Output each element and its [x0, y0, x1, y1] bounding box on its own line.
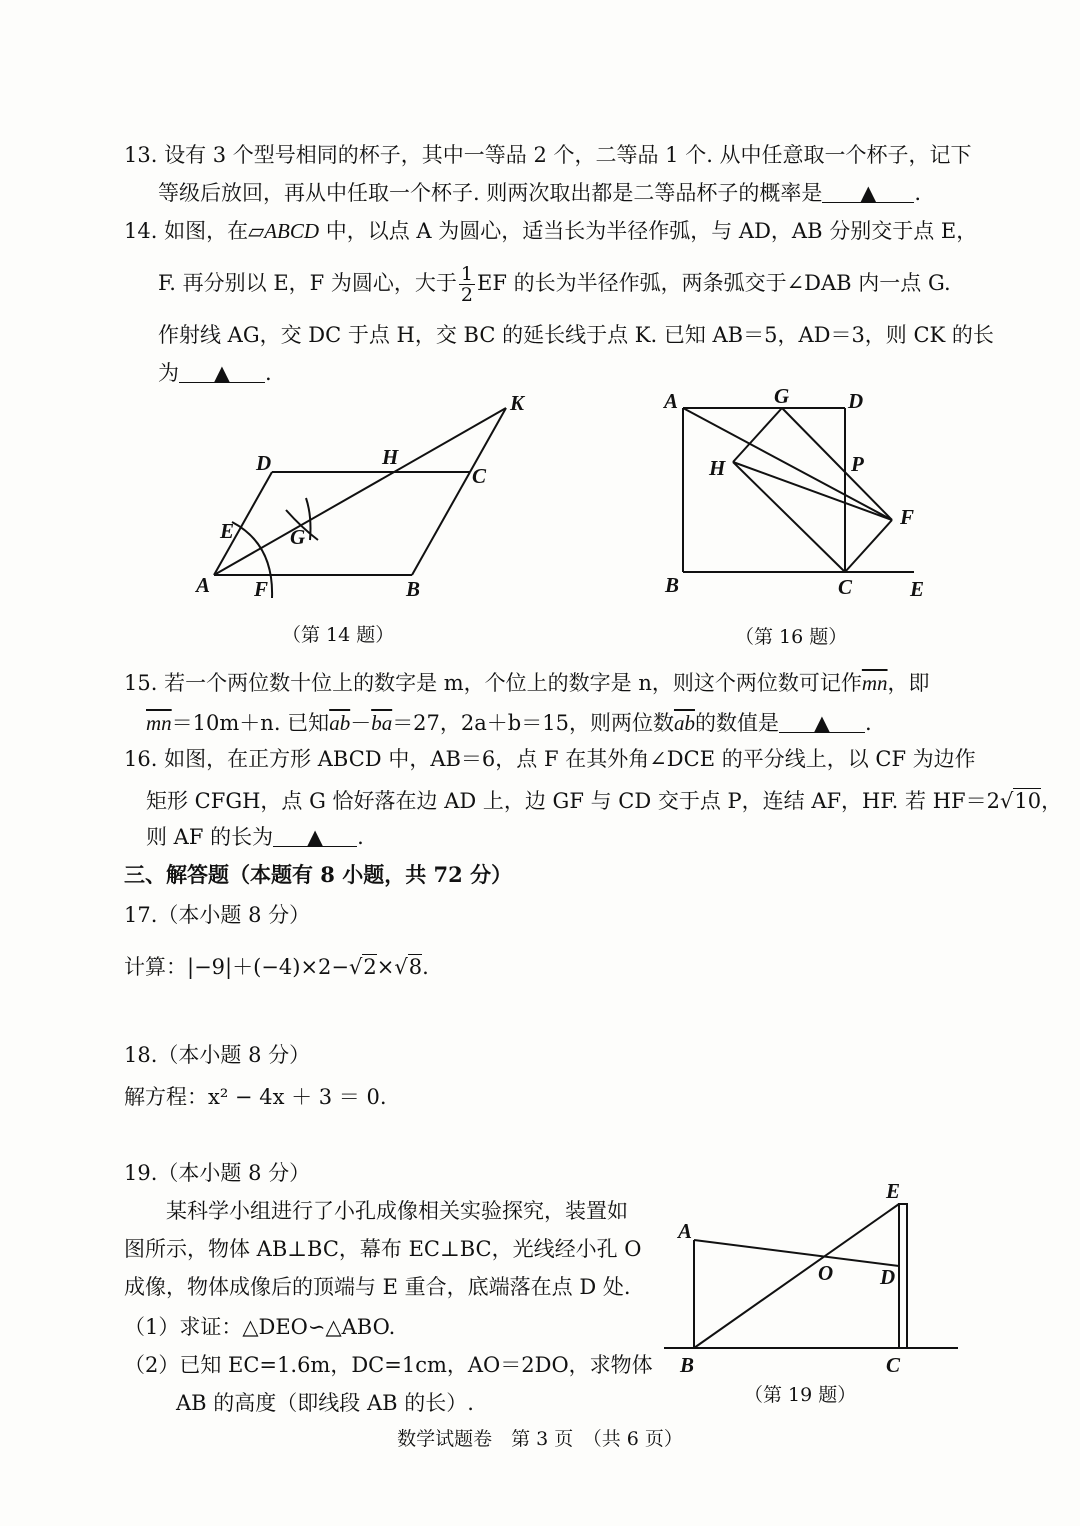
- fig14-label-b: B: [406, 577, 421, 601]
- q18-equation: 解方程：x² − 4x ＋ 3 ＝ 0.: [124, 1085, 387, 1109]
- fig19-ray-ad: [694, 1240, 899, 1266]
- fig19-label-e: E: [886, 1179, 901, 1203]
- q19-heading: 19.（本小题 8 分）: [124, 1161, 311, 1185]
- fig14-label-d: D: [256, 451, 272, 475]
- q19-para-1: 某科学小组进行了小孔成像相关实验探究，装置如: [166, 1199, 628, 1223]
- q18-heading: 18.（本小题 8 分）: [124, 1043, 311, 1067]
- q19-sub-2: （2）已知 EC=1.6m，DC=1cm，AO＝2DO，求物体: [124, 1353, 653, 1377]
- fig16-label-h: H: [709, 456, 726, 480]
- q16-l3a: 则 AF 的长为: [146, 825, 274, 849]
- q19-sub-3: AB 的高度（即线段 AB 的长）.: [176, 1391, 474, 1415]
- fig14-label-c: C: [472, 464, 487, 488]
- q15-l2c: 的数值是: [694, 711, 779, 735]
- q19-para-2: 图所示，物体 AB⊥BC，幕布 EC⊥BC，光线经小孔 O: [124, 1237, 642, 1261]
- frac-den: 2: [460, 284, 473, 306]
- q15-l2a: ＝10m＋n. 已知: [171, 711, 330, 735]
- q14-answer-blank: ▲: [179, 358, 265, 383]
- q14-l2a: F. 再分别以 E，F 为圆心，大于: [158, 271, 457, 295]
- fig19-screen: [899, 1204, 907, 1348]
- q19-para-3: 成像，物体成像后的顶端与 E 重合，底端落在点 D 处.: [124, 1275, 631, 1299]
- q17-end: .: [422, 955, 429, 979]
- fig19-label-o: O: [818, 1261, 834, 1285]
- fig19-ray-be: [694, 1204, 899, 1348]
- q17-sqrt-2: 2: [363, 955, 377, 979]
- q13-text: 等级后放回，再从中任取一个杯子. 则两次取出都是二等品杯子的概率是: [158, 181, 823, 205]
- q14-end: .: [265, 361, 272, 385]
- fig14-label-f: F: [254, 577, 269, 601]
- fig16-label-b: B: [665, 573, 680, 597]
- q15-l1-end: ，即: [887, 671, 930, 695]
- q15-l2b: ＝27，2a＋b＝15，则两位数: [392, 711, 674, 735]
- q15-mn-overline: $\overline{mn}$: [861, 671, 888, 695]
- q19-sub-1: （1）求证：△DEO∽△ABO.: [124, 1315, 396, 1339]
- sqrt-sign: √: [394, 955, 408, 979]
- section-3-heading: 三、解答题（本题有 8 小题，共 72 分）: [124, 862, 513, 887]
- fig19-label-a: A: [678, 1219, 693, 1243]
- q14-l2b: EF 的长为半径作弧，两条弧交于∠DAB 内一点 G.: [477, 271, 951, 295]
- fig16-label-p: P: [851, 452, 864, 476]
- q17-times: ×: [376, 955, 395, 979]
- q15-answer-blank: ▲: [779, 708, 865, 733]
- q17-sqrt-8: 8: [408, 955, 423, 979]
- q13-line1: 13. 设有 3 个型号相同的杯子，其中一等品 2 个，二等品 1 个. 从中任意取一个杯子，记下: [124, 143, 972, 167]
- sqrt-sign: √: [349, 955, 363, 979]
- q14-l4a: 为: [158, 361, 179, 385]
- fig19-caption: （第 19 题）: [744, 1384, 857, 1406]
- q14-l1a: 14. 如图，在: [124, 219, 249, 243]
- frac-num: 1: [460, 263, 473, 285]
- q14-l1b: 中，以点 A 为圆心，适当长为半径作弧，与 AD，AB 分别交于点 E，: [319, 219, 978, 243]
- q14-line3: 作射线 AG，交 DC 于点 H，交 BC 的延长线于点 K. 已知 AB＝5，AD＝3，则 CK 的长: [158, 323, 994, 347]
- fig14-label-h: H: [382, 445, 399, 469]
- q16-l2-end: ，: [1041, 789, 1063, 813]
- fig16-caption: （第 16 题）: [735, 626, 848, 648]
- sqrt-sign: √: [999, 789, 1014, 813]
- q15-ab-overline: $\overline{ab}$: [329, 711, 351, 735]
- parallelogram-symbol: ▱: [248, 219, 265, 243]
- fig16-label-e: E: [910, 577, 925, 601]
- page-footer: 数学试题卷 第 3 页 （共 6 页）: [397, 1428, 683, 1450]
- q14-abcd: ABCD: [264, 219, 320, 243]
- q16-sqrt-10: 10: [1014, 789, 1042, 813]
- fig19-label-c: C: [886, 1353, 901, 1377]
- fig16-label-d: D: [848, 389, 864, 413]
- q15-minus: －: [350, 711, 372, 735]
- q13-end: .: [914, 181, 922, 205]
- fig16-label-a: A: [664, 389, 679, 413]
- q17-calc-a: 计算：|−9|＋(−4)×2−: [124, 955, 350, 979]
- q15-ba-overline: $\overline{ba}$: [371, 711, 393, 735]
- q17-heading: 17.（本小题 8 分）: [124, 903, 311, 927]
- fig19-label-d: D: [880, 1265, 896, 1289]
- fig16-label-c: C: [838, 575, 853, 599]
- q16-answer-blank: ▲: [273, 822, 357, 847]
- fig14-label-a: A: [196, 573, 211, 597]
- fig14-caption: （第 14 题）: [282, 624, 395, 646]
- q15-end: .: [864, 711, 872, 735]
- q16-l2a: 矩形 CFGH，点 G 恰好落在边 AD 上，边 GF 与 CD 交于点 P，连结 AF，HF. 若 HF＝2: [146, 789, 1000, 813]
- fig16-label-g: G: [774, 384, 790, 408]
- q16-line1: 16. 如图，在正方形 ABCD 中，AB＝6，点 F 在其外角∠DCE 的平分线上，以 CF 为边作: [124, 747, 976, 771]
- q15-l1a: 15. 若一个两位数十位上的数字是 m，个位上的数字是 n，则这个两位数可记作: [124, 671, 862, 695]
- fig16-label-f: F: [900, 505, 915, 529]
- q15-mn-overline-2: $\overline{mn}$: [146, 711, 172, 735]
- q16-end: .: [357, 825, 364, 849]
- fig14-label-e: E: [220, 519, 235, 543]
- q13-answer-blank: ▲: [822, 178, 914, 203]
- fig14-label-k: K: [510, 391, 525, 415]
- q15-ab-overline-2: $\overline{ab}$: [673, 711, 695, 735]
- fig14-label-g: G: [290, 525, 306, 549]
- fig19-label-b: B: [680, 1353, 695, 1377]
